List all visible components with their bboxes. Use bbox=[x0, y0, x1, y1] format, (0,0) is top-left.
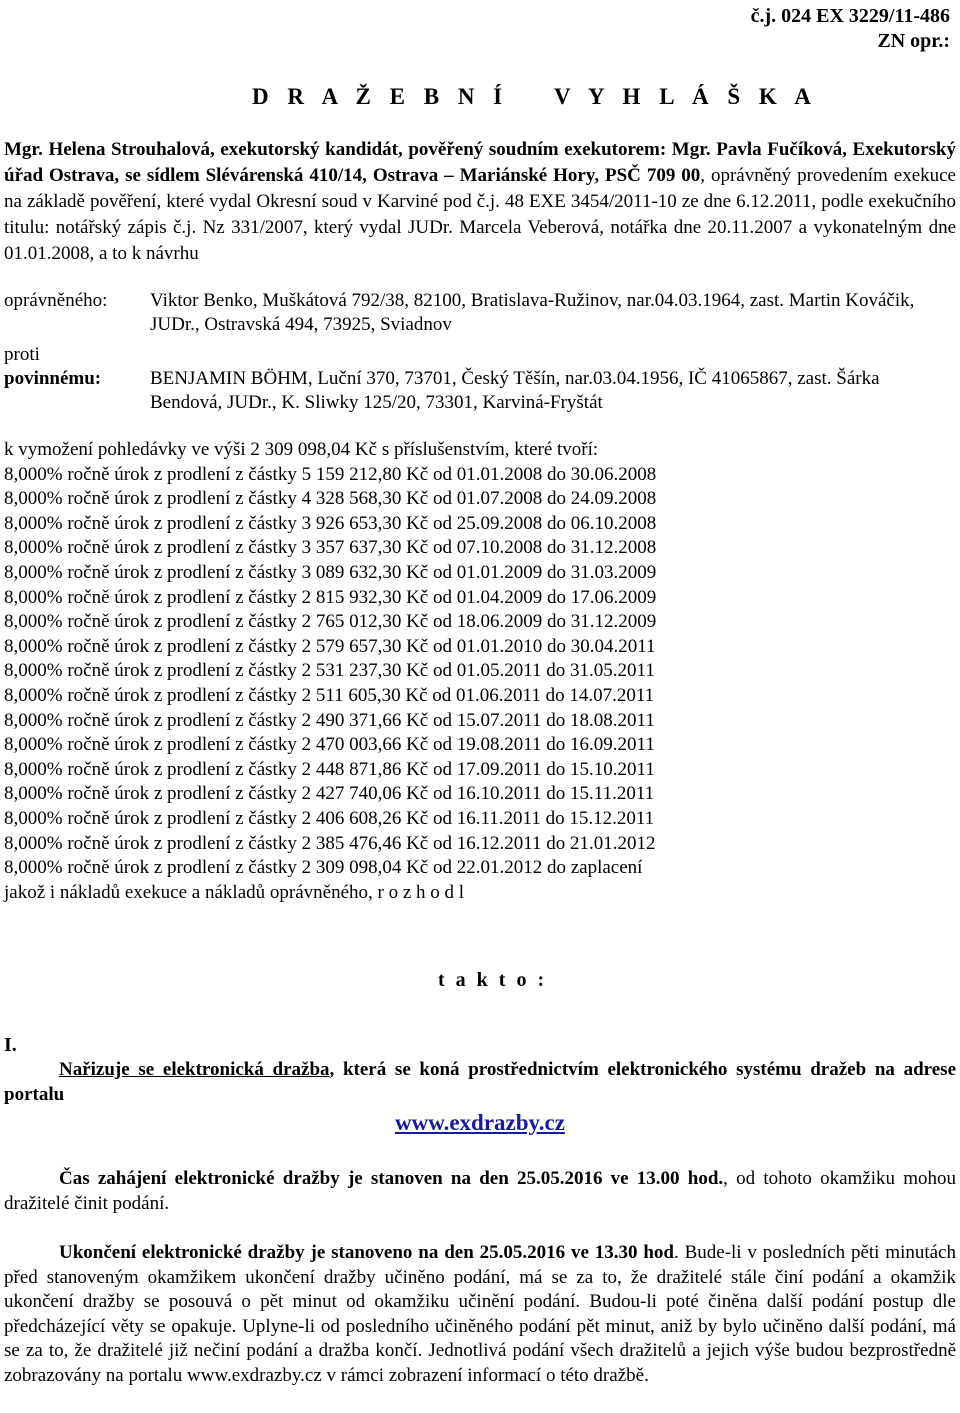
claims-intro: k vymožení pohledávky ve výši 2 309 098,04 Kč s příslušenstvím, které tvoří: bbox=[4, 439, 599, 460]
claim-line: 8,000% ročně úrok z prodlení z částky 4 328 568,30 Kč od 01.07.2008 do 24.09.2008 bbox=[4, 488, 657, 510]
creditor-label: oprávněného: bbox=[4, 290, 108, 311]
auction-order-rest: , která se koná prostřednictvím elektronického systému dražeb na adrese portalu bbox=[4, 1059, 957, 1105]
auction-order bbox=[4, 1057, 956, 1107]
auction-start-rest: , od tohoto okamžiku mohou dražitelé činit podání. bbox=[4, 1168, 956, 1214]
takto-heading: t a k t o : bbox=[438, 969, 548, 991]
claim-line: 8,000% ročně úrok z prodlení z částky 2 531 237,30 Kč od 01.05.2011 do 31.05.2011 bbox=[4, 660, 655, 682]
claims-outro: jakož i nákladů exekuce a nákladů oprávněného, r o z h o d l bbox=[4, 881, 465, 903]
claims-block bbox=[4, 438, 956, 905]
reference-line-2: ZN opr.: bbox=[877, 30, 950, 52]
debtor-value: BENJAMIN BÖHM, Luční 370, 73701, Český Těšín, nar.03.04.1956, IČ 41065867, zast. Šárka Bendová, JUDr., K. Sliwky 125/20, 73301, Karviná-Fryštát bbox=[150, 368, 880, 413]
creditor-value: Viktor Benko, Muškátová 792/38, 82100, Bratislava-Ružinov, nar.04.03.1964, zast. Martin Kováčik, JUDr., Ostravská 494, 73925, Sviadnov bbox=[150, 290, 915, 335]
claim-line: 8,000% ročně úrok z prodlení z částky 5 159 212,80 Kč od 01.01.2008 do 30.06.2008 bbox=[4, 463, 657, 485]
claim-line: 8,000% ročně úrok z prodlení z částky 2 448 871,86 Kč od 17.09.2011 do 15.10.2011 bbox=[4, 758, 655, 780]
auction-end-rest: . Bude-li v posledních pěti minutách před stanoveným okamžikem ukončení dražby učiněno podání, má se za to, že dražitelé stále činí podání a okamžik ukončení dražby se posouvá o pět minut od okamžiku učinění podání. Budou-li poté činěna další podání postup dle předcházející věty se opakuje. Uplyne-li od posledního učiněného podání pět minut, aniž by bylo učiněno další podání, má se za to, že dražitelé již nečiní podání a dražba končí. Jednotlivá podání všech dražitelů a jejich výše budou bezprostředně zobrazovány na portalu www.exdrazby.cz v rámci zobrazení informací o této dražbě. bbox=[4, 1242, 956, 1386]
claim-line: 8,000% ročně úrok z prodlení z částky 2 406 608,26 Kč od 16.11.2011 do 15.12.2011 bbox=[4, 807, 655, 829]
claim-line: 8,000% ročně úrok z prodlení z částky 2 309 098,04 Kč od 22.01.2012 do zaplacení bbox=[4, 857, 643, 879]
claim-line: 8,000% ročně úrok z prodlení z částky 2 765 012,30 Kč od 18.06.2009 do 31.12.2009 bbox=[4, 611, 657, 633]
claim-line: 8,000% ročně úrok z prodlení z částky 3 926 653,30 Kč od 25.09.2008 do 06.10.2008 bbox=[4, 512, 657, 534]
intro-text: , oprávněný provedením exekuce na základě pověření, které vydal Okresní soud v Karviné pod č.j. 48 EXE 3454/2011-10 ze dne 6.12.2011, podle exekučního titulu: notářský zápis č.j. Nz 331/2007, který vydal JUDr. Marcela Veberová, notářka dne 20.11.2007 a vykonatelným dne 01.01.2008, a to k návrhu bbox=[4, 165, 956, 264]
debtor-row bbox=[4, 367, 956, 415]
claim-line: 8,000% ročně úrok z prodlení z částky 2 815 932,30 Kč od 01.04.2009 do 17.06.2009 bbox=[4, 586, 657, 608]
auction-order-underlined: Nařizuje se elektronická dražba bbox=[59, 1059, 330, 1080]
claim-line: 8,000% ročně úrok z prodlení z částky 2 470 003,66 Kč od 19.08.2011 do 16.09.2011 bbox=[4, 734, 655, 756]
auction-end-paragraph bbox=[4, 1241, 956, 1389]
claim-line: 8,000% ročně úrok z prodlení z částky 2 427 740,06 Kč od 16.10.2011 do 15.11.2011 bbox=[4, 783, 655, 805]
reference-number bbox=[751, 4, 950, 54]
auction-start-bold: Čas zahájení elektronické dražby je stanoven na den 25.05.2016 ve 13.00 hod. bbox=[59, 1168, 724, 1189]
debtor-label: povinnému: bbox=[4, 368, 102, 389]
reference-line-1: č.j. 024 EX 3229/11-486 bbox=[750, 5, 950, 27]
intro-paragraph bbox=[4, 137, 956, 267]
claim-line: 8,000% ročně úrok z prodlení z částky 2 579 657,30 Kč od 01.01.2010 do 30.04.2011 bbox=[4, 635, 656, 657]
claim-line: 8,000% ročně úrok z prodlení z částky 3 089 632,30 Kč od 01.01.2009 do 31.03.2009 bbox=[4, 561, 657, 583]
document-title: D R A Ž E B N Í V Y H L Á Š K A bbox=[252, 84, 813, 109]
against-row bbox=[4, 343, 956, 367]
auction-end-bold: Ukončení elektronické dražby je stanoveno na den 25.05.2016 ve 13.30 hod bbox=[59, 1242, 674, 1263]
against-label: proti bbox=[4, 344, 40, 365]
parties-block bbox=[4, 289, 956, 415]
creditor-row bbox=[4, 289, 956, 337]
portal-link-line bbox=[0, 1110, 960, 1136]
claim-line: 8,000% ročně úrok z prodlení z částky 2 511 605,30 Kč od 01.06.2011 do 14.07.2011 bbox=[4, 684, 655, 706]
auction-start-paragraph bbox=[4, 1166, 956, 1216]
claim-line: 8,000% ročně úrok z prodlení z částky 2 385 476,46 Kč od 16.12.2011 do 21.01.2012 bbox=[4, 832, 656, 854]
section-number: I. bbox=[4, 1034, 17, 1056]
portal-link[interactable]: www.exdrazby.cz bbox=[395, 1110, 565, 1135]
claim-line: 8,000% ročně úrok z prodlení z částky 3 357 637,30 Kč od 07.10.2008 do 31.12.2008 bbox=[4, 537, 657, 559]
claim-line: 8,000% ročně úrok z prodlení z částky 2 490 371,66 Kč od 15.07.2011 do 18.08.2011 bbox=[4, 709, 655, 731]
executor-identification: Mgr. Helena Strouhalová, exekutorský kandidát, pověřený soudním exekutorem: Mgr. Pavla Fučíková, Exekutorský úřad Ostrava, se sídlem Slévárenská 410/14, Ostrava – Mariánské Hory, PSČ 709 00 bbox=[4, 139, 956, 186]
